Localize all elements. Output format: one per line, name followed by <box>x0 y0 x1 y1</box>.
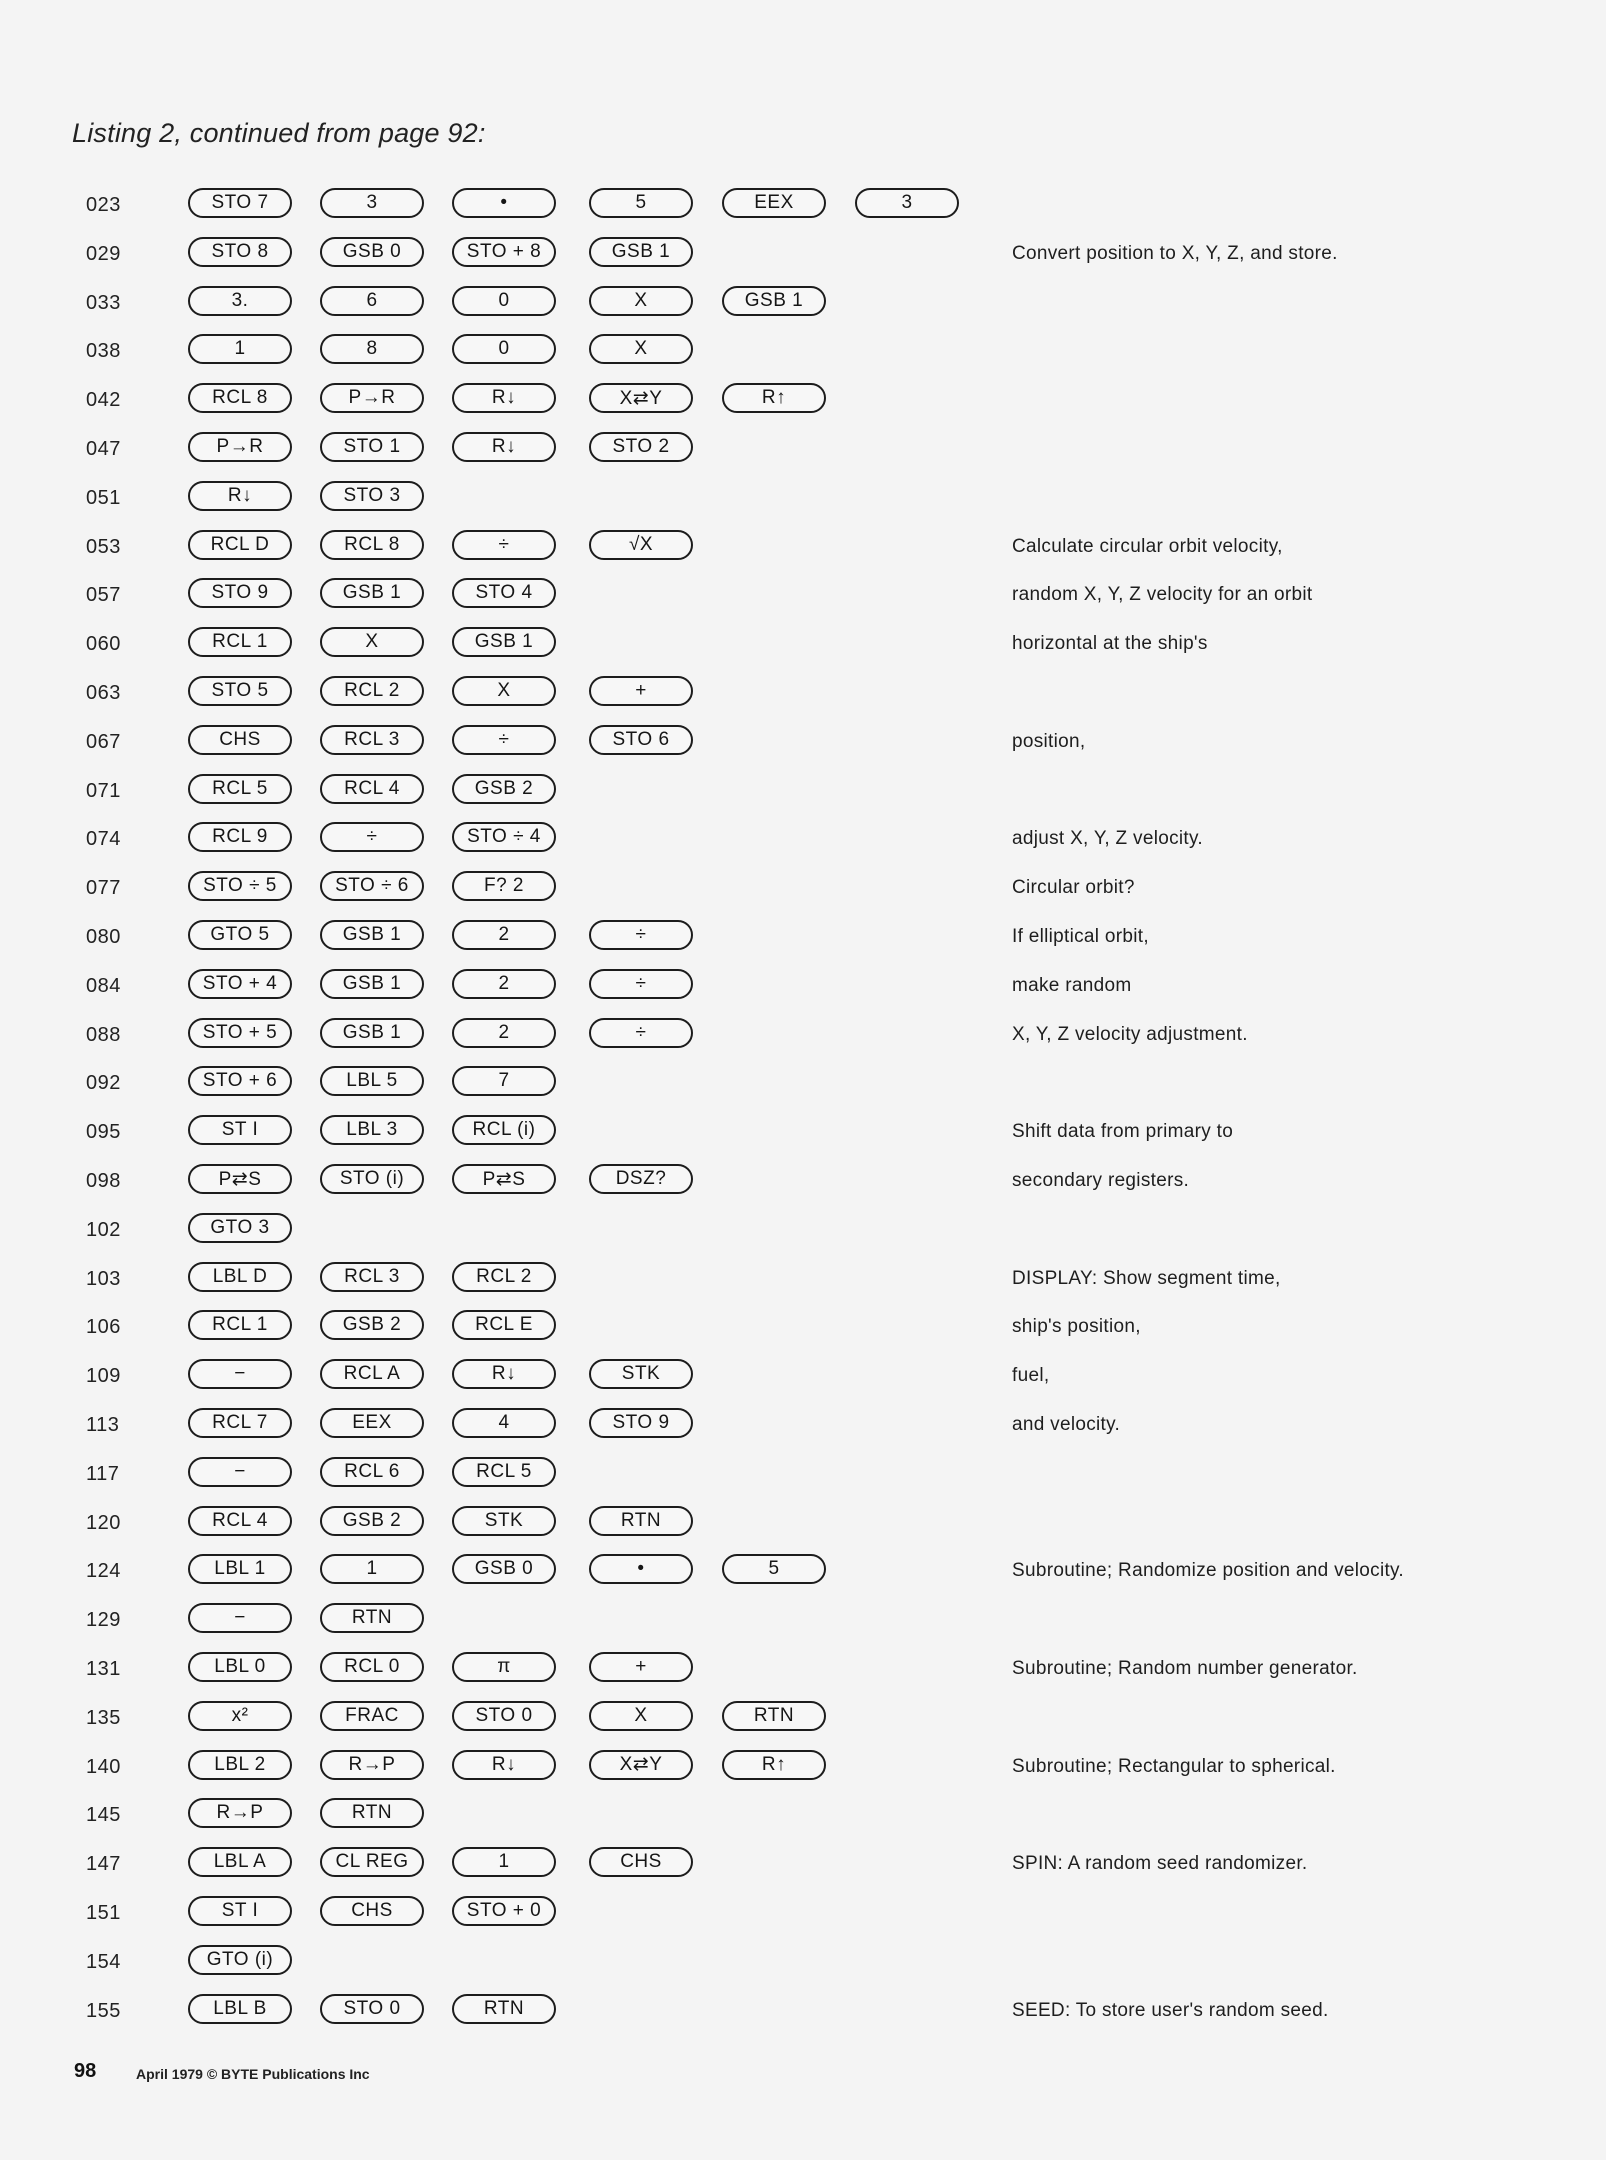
keystroke-key: ÷ <box>320 822 424 852</box>
keystroke-key: 1 <box>188 334 292 364</box>
keystroke-key: 4 <box>452 1408 556 1438</box>
keystroke-key: STO 1 <box>320 432 424 462</box>
keystroke-key: STO 0 <box>452 1701 556 1731</box>
keystroke-key: RCL 6 <box>320 1457 424 1487</box>
listing-comment: adjust X, Y, Z velocity. <box>1012 828 1203 850</box>
listing-row <box>0 432 1606 472</box>
keystroke-key: X⇄Y <box>589 383 693 413</box>
listing-comment: X, Y, Z velocity adjustment. <box>1012 1023 1248 1045</box>
listing-comment: Circular orbit? <box>1012 877 1135 899</box>
listing-row <box>0 1262 1606 1302</box>
listing-row <box>0 1603 1606 1643</box>
keystroke-key: RCL 1 <box>188 1310 292 1340</box>
keystroke-key: STK <box>452 1506 556 1536</box>
listing-row <box>0 920 1606 960</box>
line-number: 063 <box>86 682 121 704</box>
keystroke-key: STO 6 <box>589 725 693 755</box>
keystroke-key: GSB 2 <box>320 1310 424 1340</box>
listing-row <box>0 1896 1606 1936</box>
keystroke-key: X <box>589 1701 693 1731</box>
keystroke-key: FRAC <box>320 1701 424 1731</box>
line-number: 051 <box>86 486 121 509</box>
keystroke-key: GSB 1 <box>320 969 424 999</box>
listing-row <box>0 286 1606 326</box>
keystroke-key: CHS <box>589 1847 693 1877</box>
listing-comment: SEED: To store user's random seed. <box>1012 1999 1329 2021</box>
keystroke-key: STO 5 <box>188 676 292 706</box>
keystroke-key: GSB 1 <box>722 286 826 316</box>
listing-row <box>0 1115 1606 1155</box>
keystroke-key: RCL 4 <box>320 774 424 804</box>
keystroke-key: LBL A <box>188 1847 292 1877</box>
listing-row <box>0 969 1606 1009</box>
line-number: 080 <box>86 926 121 948</box>
keystroke-key: LBL 1 <box>188 1554 292 1584</box>
line-number: 057 <box>86 584 121 607</box>
keystroke-key: RCL 8 <box>320 530 424 560</box>
keystroke-key: ÷ <box>452 725 556 755</box>
keystroke-key: X <box>452 676 556 706</box>
keystroke-key: 0 <box>452 334 556 364</box>
line-number: 092 <box>86 1072 121 1095</box>
line-number: 071 <box>86 779 121 802</box>
publication-credit: April 1979 © BYTE Publications Inc <box>136 2066 370 2082</box>
keystroke-key: GSB 1 <box>452 627 556 657</box>
keystroke-key: 2 <box>452 920 556 950</box>
line-number: 131 <box>86 1658 121 1680</box>
listing-heading: Listing 2, continued from page 92: <box>72 118 486 148</box>
keystroke-key: CL REG <box>320 1847 424 1877</box>
line-number: 145 <box>86 1804 121 1827</box>
line-number: 042 <box>86 389 121 412</box>
keystroke-key: STO + 8 <box>452 237 556 267</box>
keystroke-key: • <box>589 1554 693 1584</box>
listing-row <box>0 237 1606 277</box>
keystroke-key: RCL A <box>320 1359 424 1389</box>
listing-row <box>0 627 1606 667</box>
line-number: 088 <box>86 1023 121 1046</box>
listing-comment: Subroutine; Random number generator. <box>1012 1658 1358 1679</box>
line-number: 084 <box>86 974 121 997</box>
keystroke-key: ÷ <box>589 1018 693 1048</box>
keystroke-key: √X <box>589 530 693 560</box>
keystroke-key: 2 <box>452 1018 556 1048</box>
listing-row <box>0 334 1606 374</box>
keystroke-key: RCL 8 <box>188 383 292 413</box>
keystroke-key: 7 <box>452 1066 556 1096</box>
listing-row <box>0 725 1606 765</box>
line-number: 151 <box>86 1902 121 1924</box>
keystroke-key: GSB 1 <box>589 237 693 267</box>
listing-row <box>0 1408 1606 1448</box>
listing-row <box>0 1847 1606 1887</box>
keystroke-key: STO 9 <box>188 578 292 608</box>
listing-row <box>0 1701 1606 1741</box>
keystroke-key: RTN <box>320 1798 424 1828</box>
listing-comment: make random <box>1012 974 1132 996</box>
listing-comment: horizontal at the ship's <box>1012 633 1208 655</box>
listing-row <box>0 1066 1606 1106</box>
keystroke-key: STO 9 <box>589 1408 693 1438</box>
keystroke-key: 5 <box>722 1554 826 1584</box>
listing-comment: secondary registers. <box>1012 1170 1190 1191</box>
line-number: 033 <box>86 291 121 314</box>
keystroke-key: 3. <box>188 286 292 316</box>
keystroke-key: 0 <box>452 286 556 316</box>
keystroke-key: RTN <box>589 1506 693 1536</box>
listing-row <box>0 383 1606 423</box>
keystroke-key: P⇄S <box>188 1164 292 1194</box>
line-number: 047 <box>86 438 121 460</box>
keystroke-key: RCL 3 <box>320 725 424 755</box>
listing-row <box>0 1018 1606 1058</box>
listing-comment: Shift data from primary to <box>1012 1121 1234 1143</box>
listing-row <box>0 1359 1606 1399</box>
keystroke-key: RCL 9 <box>188 822 292 852</box>
keystroke-key: GTO (i) <box>188 1945 292 1975</box>
listing-row <box>0 578 1606 618</box>
listing-row <box>0 188 1606 228</box>
keystroke-key: 1 <box>320 1554 424 1584</box>
listing-row <box>0 1310 1606 1350</box>
keystroke-key: GSB 2 <box>452 774 556 804</box>
keystroke-key: R↓ <box>452 1750 556 1780</box>
listing-row <box>0 1213 1606 1253</box>
line-number: 129 <box>86 1609 121 1632</box>
keystroke-key: ÷ <box>589 969 693 999</box>
line-number: 147 <box>86 1853 121 1876</box>
keystroke-key: R→P <box>188 1798 292 1828</box>
keystroke-key: RCL (i) <box>452 1115 556 1145</box>
listing-comment: If elliptical orbit, <box>1012 926 1149 947</box>
keystroke-key: R↓ <box>452 432 556 462</box>
keystroke-key: LBL 2 <box>188 1750 292 1780</box>
line-number: 029 <box>86 242 121 265</box>
keystroke-key: X <box>589 286 693 316</box>
keystroke-key: X <box>589 334 693 364</box>
keystroke-key: STO ÷ 5 <box>188 871 292 901</box>
keystroke-key: STO + 5 <box>188 1018 292 1048</box>
keystroke-key: RTN <box>452 1994 556 2024</box>
keystroke-key: RCL 2 <box>320 676 424 706</box>
keystroke-key: STK <box>589 1359 693 1389</box>
keystroke-key: STO 7 <box>188 188 292 218</box>
keystroke-key: DSZ? <box>589 1164 693 1194</box>
keystroke-key: STO 8 <box>188 237 292 267</box>
listing-row <box>0 1798 1606 1838</box>
line-number: 109 <box>86 1365 121 1388</box>
keystroke-key: RCL 1 <box>188 627 292 657</box>
line-number: 113 <box>86 1414 120 1436</box>
line-number: 074 <box>86 828 121 851</box>
line-number: 038 <box>86 340 121 363</box>
line-number: 155 <box>86 1999 121 2022</box>
line-number: 103 <box>86 1267 121 1290</box>
keystroke-key: RCL 3 <box>320 1262 424 1292</box>
keystroke-key: CHS <box>188 725 292 755</box>
listing-comment: DISPLAY: Show segment time, <box>1012 1267 1281 1289</box>
keystroke-key: X <box>320 627 424 657</box>
line-number: 135 <box>86 1706 121 1729</box>
listing-row <box>0 1164 1606 1204</box>
keystroke-key: STO 2 <box>589 432 693 462</box>
keystroke-key: 2 <box>452 969 556 999</box>
keystroke-key: 3 <box>320 188 424 218</box>
listing-comment: Calculate circular orbit velocity, <box>1012 535 1283 557</box>
line-number: 106 <box>86 1316 121 1339</box>
keystroke-key: 3 <box>855 188 959 218</box>
keystroke-key: 6 <box>320 286 424 316</box>
keystroke-key: ÷ <box>452 530 556 560</box>
keystroke-key: CHS <box>320 1896 424 1926</box>
keystroke-key: RCL 5 <box>452 1457 556 1487</box>
keystroke-key: RCL 2 <box>452 1262 556 1292</box>
keystroke-key: GSB 2 <box>320 1506 424 1536</box>
listing-comment: random X, Y, Z velocity for an orbit <box>1012 584 1313 606</box>
listing-row <box>0 1457 1606 1497</box>
listing-comment: Subroutine; Randomize position and velocity. <box>1012 1560 1405 1582</box>
keystroke-key: 1 <box>452 1847 556 1877</box>
listing-row <box>0 481 1606 521</box>
line-number: 124 <box>86 1560 121 1583</box>
keystroke-key: P→R <box>320 383 424 413</box>
listing-row <box>0 1750 1606 1790</box>
keystroke-key: R↓ <box>452 383 556 413</box>
listing-comment: Subroutine; Rectangular to spherical. <box>1012 1755 1336 1777</box>
keystroke-key: − <box>188 1603 292 1633</box>
keystroke-key: 8 <box>320 334 424 364</box>
keystroke-key: STO ÷ 4 <box>452 822 556 852</box>
keystroke-key: − <box>188 1457 292 1487</box>
keystroke-key: GTO 5 <box>188 920 292 950</box>
line-number: 117 <box>86 1462 120 1485</box>
keystroke-key: LBL B <box>188 1994 292 2024</box>
keystroke-key: STO (i) <box>320 1164 424 1194</box>
keystroke-key: LBL 0 <box>188 1652 292 1682</box>
listing-row <box>0 530 1606 570</box>
keystroke-key: R↑ <box>722 383 826 413</box>
keystroke-key: R↓ <box>188 481 292 511</box>
line-number: 077 <box>86 877 121 900</box>
line-number: 060 <box>86 633 121 656</box>
keystroke-key: F? 2 <box>452 871 556 901</box>
keystroke-key: LBL 5 <box>320 1066 424 1096</box>
keystroke-key: x² <box>188 1701 292 1731</box>
keystroke-key: ST I <box>188 1896 292 1926</box>
line-number: 067 <box>86 730 121 753</box>
keystroke-key: GSB 1 <box>320 578 424 608</box>
keystroke-key: RCL 0 <box>320 1652 424 1682</box>
keystroke-key: RTN <box>320 1603 424 1633</box>
keystroke-key: P→R <box>188 432 292 462</box>
keystroke-key: EEX <box>320 1408 424 1438</box>
keystroke-key: GSB 0 <box>452 1554 556 1584</box>
keystroke-key: RCL 5 <box>188 774 292 804</box>
line-number: 102 <box>86 1218 121 1241</box>
listing-row <box>0 676 1606 716</box>
listing-comment: position, <box>1012 730 1086 752</box>
listing-row <box>0 1994 1606 2034</box>
keystroke-key: RCL 4 <box>188 1506 292 1536</box>
line-number: 154 <box>86 1950 121 1973</box>
keystroke-key: GSB 1 <box>320 1018 424 1048</box>
listing-comment: fuel, <box>1012 1365 1050 1387</box>
line-number: 098 <box>86 1170 121 1192</box>
listing-row <box>0 1506 1606 1546</box>
keystroke-key: RTN <box>722 1701 826 1731</box>
keystroke-key: − <box>188 1359 292 1389</box>
keystroke-key: STO + 6 <box>188 1066 292 1096</box>
keystroke-key: STO ÷ 6 <box>320 871 424 901</box>
listing-comment: ship's position, <box>1012 1316 1141 1338</box>
keystroke-key: π <box>452 1652 556 1682</box>
listing-row <box>0 774 1606 814</box>
line-number: 095 <box>86 1121 121 1144</box>
keystroke-key: GSB 0 <box>320 237 424 267</box>
keystroke-key: RCL 7 <box>188 1408 292 1438</box>
keystroke-key: STO 4 <box>452 578 556 608</box>
line-number: 120 <box>86 1511 121 1534</box>
keystroke-key: X⇄Y <box>589 1750 693 1780</box>
keystroke-key: GSB 1 <box>320 920 424 950</box>
keystroke-key: LBL D <box>188 1262 292 1292</box>
keystroke-key: 5 <box>589 188 693 218</box>
listing-comment: SPIN: A random seed randomizer. <box>1012 1853 1308 1875</box>
keystroke-key: RCL D <box>188 530 292 560</box>
keystroke-key: RCL E <box>452 1310 556 1340</box>
keystroke-key: ST I <box>188 1115 292 1145</box>
keystroke-key: R→P <box>320 1750 424 1780</box>
keystroke-key: STO 0 <box>320 1994 424 2024</box>
listing-row <box>0 1554 1606 1594</box>
keystroke-key: STO + 4 <box>188 969 292 999</box>
keystroke-key: + <box>589 676 693 706</box>
line-number: 023 <box>86 194 121 216</box>
page-number: 98 <box>74 2060 97 2082</box>
keystroke-key: P⇄S <box>452 1164 556 1194</box>
keystroke-key: STO + 0 <box>452 1896 556 1926</box>
line-number: 140 <box>86 1755 121 1778</box>
listing-row <box>0 822 1606 862</box>
keystroke-key: STO 3 <box>320 481 424 511</box>
keystroke-key: GTO 3 <box>188 1213 292 1243</box>
keystroke-key: EEX <box>722 188 826 218</box>
listing-row <box>0 871 1606 911</box>
listing-comment: and velocity. <box>1012 1414 1121 1435</box>
keystroke-key: + <box>589 1652 693 1682</box>
keystroke-key: ÷ <box>589 920 693 950</box>
listing-comment: Convert position to X, Y, Z, and store. <box>1012 242 1338 264</box>
line-number: 053 <box>86 535 121 558</box>
keystroke-key: R↓ <box>452 1359 556 1389</box>
keystroke-key: LBL 3 <box>320 1115 424 1145</box>
listing-row <box>0 1652 1606 1692</box>
keystroke-key: • <box>452 188 556 218</box>
listing-row <box>0 1945 1606 1985</box>
keystroke-key: R↑ <box>722 1750 826 1780</box>
